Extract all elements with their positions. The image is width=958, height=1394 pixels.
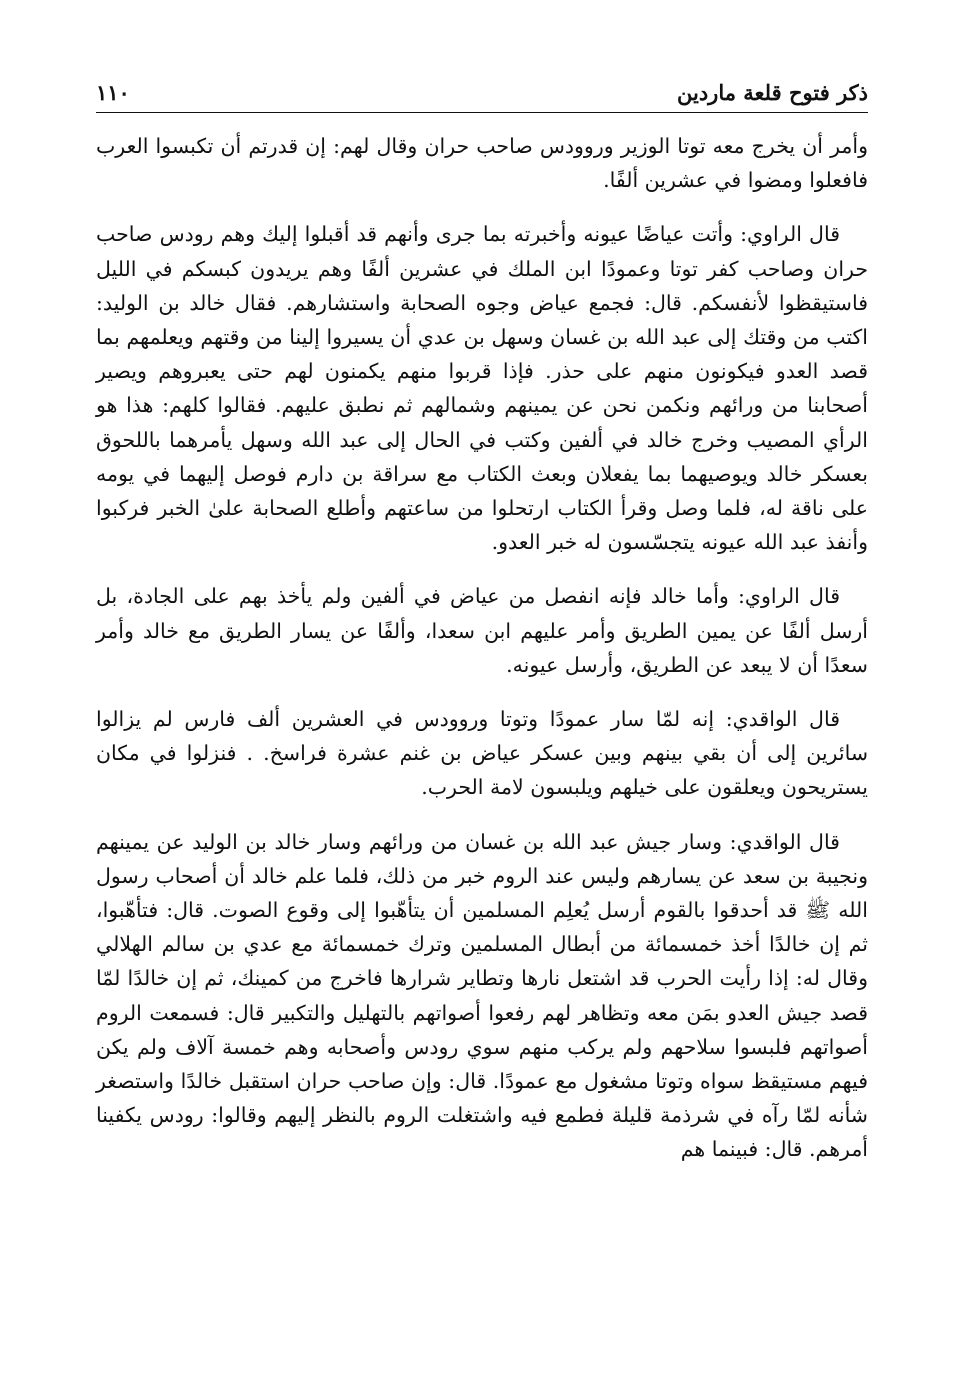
running-header <box>96 78 868 113</box>
paragraph-3: قال الراوي: وأما خالد فإنه انفصل من عياض في ألفين ولم يأخذ بهم على الجادة، بل أرسل ألفًا عن يمين الطريق وأمر عليهم ابن سعدا، وألفًا عن يسار الطريق مع خالد وأمر سعدًا أن لا يبعد عن الطريق، وأرسل عيونه. <box>96 584 868 677</box>
chapter-title: ذكر فتوح قلعة ماردين <box>677 80 868 105</box>
paragraph-2: قال الراوي: وأتت عياضًا عيونه وأخبرته بما جرى وأنهم قد أقبلوا إليك وهم رودس صاحب حران وصاحب كفر توتا وعمودًا ابن الملك في عشرين ألفًا وهم يريدون كبسكم في الليل فاستيقظوا لأنفسكم. قال: فجمع عياض وجوه الصحابة واستشارهم. فقال خالد بن الوليد: اكتب من وقتك إلى عبد الله بن غسان وسهل بن عدي أن يسيروا إلينا من وقتهم ويعلمهم بما قصد العدو فيكونون منهم على حذر. فإذا قربوا منهم يكمنون لهم حتى يعبروهم ويصير أصحابنا من ورائهم ونكمن نحن عن يمينهم وشمالهم ثم نطبق عليهم. فقالوا كلهم: هذا هو الرأي المصيب وخرج خالد في ألفين وكتب في الحال إلى عبد الله وسهل يأمرهما باللحوق بعسكر خالد ويوصيهما بما يفعلان وبعث الكتاب مع سراقة بن دارم فوصل إليهما في يومه على ناقة له، فلما وصل وقرأ الكتاب ارتحلوا من ساعتهم وأطلع الصحابة علىٰ الخبر فركبوا وأنفذ عبد الله عيونه يتجسّسون له خبر العدو. <box>96 222 868 555</box>
book-page <box>96 78 868 1187</box>
paragraph-5: قال الواقدي: وسار جيش عبد الله بن غسان من ورائهم وسار خالد بن الوليد عن يمينهم ونجيبة بن سعد عن يسارهم وليس عند الروم خبر من ذلك، فلما علم خالد أن أصحاب رسول الله ﷺ قد أحدقوا بالقوم أرسل يُعلِم المسلمين أن يتأهّبوا إلى وقوع الصوت. قال: فتأهّبوا، ثم إن خالدًا أخذ خمسمائة من أبطال المسلمين وترك خمسمائة مع عدي بن سالم الهلالي وقال له: إذا رأيت الحرب قد اشتعل نارها وتطاير شرارها فاخرج من كمينك، ثم إن خالدًا لمّا قصد جيش العدو بمَن معه وتظاهر لهم رفعوا أصواتهم بالتهليل والتكبير قال: فسمعت الروم أصواتهم فلبسوا سلاحهم ولم يركب منهم سوي رودس وأصحابه وهم خمسة آلاف ولم يكن فيهم مستيقظ سواه وتوتا مشغول مع عمودًا. قال: وإن صاحب حران استقبل خالدًا واستصغر شأنه لمّا رآه في شرذمة قليلة فطمع فيه واشتغلت الروم بالنظر إليهم وقالوا: رودس يكفينا أمرهم. قال: فبينما هم <box>96 829 868 1162</box>
page-number: ١١٠ <box>96 80 130 105</box>
paragraph-1: وأمر أن يخرج معه توتا الوزير وروودس صاحب حران وقال لهم: إن قدرتم أن تكبسوا العرب فافعلوا ومضوا في عشرين ألفًا. <box>96 134 868 193</box>
paragraph-4: قال الواقدي: إنه لمّا سار عمودًا وتوتا وروودس في العشرين ألف فارس لم يزالوا سائرين إلى أن بقي بينهم وبين عسكر عياض بن غنم عشرة فراسخ. . فنزلوا في مكان يستريحون ويعلقون على خيلهم ويلبسون لامة الحرب. <box>96 707 868 800</box>
page-body <box>96 129 868 1167</box>
